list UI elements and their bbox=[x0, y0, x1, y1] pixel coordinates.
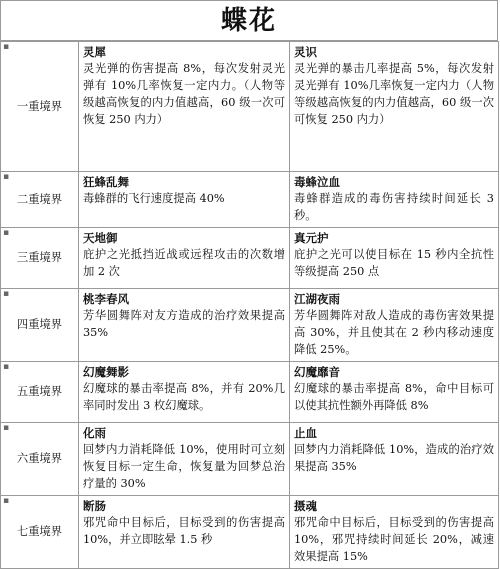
cell-marker: ▪ bbox=[3, 496, 10, 506]
skill-description: 邪咒命中目标后，目标受到的伤害提高 10%，邪咒持续时间延长 20%，减速效果提高 15% bbox=[294, 516, 494, 563]
cell-marker: ▪ bbox=[3, 289, 10, 299]
realm-cell bbox=[1, 496, 79, 569]
skill-cell-left bbox=[79, 362, 290, 423]
realm-label: 四重境界 bbox=[16, 318, 63, 331]
table-row bbox=[1, 496, 499, 569]
realm-label: 一重境界 bbox=[16, 99, 63, 113]
skill-description: 芳华圆舞阵对敌人造成的毒伤害效果提高 30%，并且使其在 2 秒内移动速度降低 25%。 bbox=[294, 309, 494, 356]
skill-cell-right bbox=[290, 496, 499, 569]
skill-cell-left bbox=[79, 172, 290, 228]
realm-cell bbox=[1, 172, 79, 228]
skill-cell-left bbox=[79, 228, 290, 289]
skill-name: 止血 bbox=[294, 426, 317, 440]
skill-name: 化雨 bbox=[83, 426, 106, 440]
realm-label: 五重境界 bbox=[16, 385, 63, 398]
skill-name: 狂蜂乱舞 bbox=[83, 175, 129, 189]
cell-marker: ▪ bbox=[3, 228, 10, 238]
skill-description: 幻魔球的暴击率提高 8%，命中目标可以使其抗性额外再降低 8% bbox=[294, 382, 494, 412]
realm-label: 七重境界 bbox=[16, 525, 63, 538]
skill-description: 幻魔球的暴击率提高 8%，并有 20%几率同时发出 3 枚幻魔球。 bbox=[83, 382, 285, 412]
skill-cell-right bbox=[290, 172, 499, 228]
table-row bbox=[1, 423, 499, 496]
skill-name: 真元护 bbox=[294, 231, 329, 245]
realm-label: 六重境界 bbox=[16, 452, 63, 465]
table-row bbox=[1, 42, 499, 172]
skill-description: 回梦内力消耗降低 10%，使用时可立刻恢复目标一定生命，恢复量为回梦总治疗量的 30% bbox=[83, 443, 285, 490]
realm-cell bbox=[1, 42, 79, 172]
table-row bbox=[1, 362, 499, 423]
skill-name: 幻魔舞影 bbox=[83, 365, 129, 379]
table-row bbox=[1, 289, 499, 362]
skill-name: 天地御 bbox=[83, 231, 118, 245]
skill-name: 毒蜂泣血 bbox=[294, 175, 340, 189]
cell-marker: ▪ bbox=[3, 42, 10, 52]
skill-description: 庇护之光可以使目标在 15 秒内全抗性等级提高 250 点 bbox=[294, 248, 494, 278]
skill-name: 摄魂 bbox=[294, 499, 317, 513]
skill-description: 庇护之光抵挡近战或远程攻击的次数增加 2 次 bbox=[83, 248, 285, 278]
realm-label: 二重境界 bbox=[16, 192, 63, 206]
skill-name: 桃李春风 bbox=[83, 292, 129, 306]
skill-description: 灵光弹的暴击几率提高 5%，每次发射灵光弹有 10%几率恢复一定内力（人物等级越高恢复的内力值越高，60 级一次可恢复 250 内力） bbox=[294, 62, 494, 126]
skill-table bbox=[0, 41, 499, 569]
skill-cell-right bbox=[290, 228, 499, 289]
realm-cell bbox=[1, 289, 79, 362]
skill-name: 断肠 bbox=[83, 499, 106, 513]
cell-marker: ▪ bbox=[3, 362, 10, 372]
skill-name: 幻魔靡音 bbox=[294, 365, 340, 379]
realm-label: 三重境界 bbox=[16, 251, 63, 264]
skill-description: 灵光弹的伤害提高 8%，每次发射灵光弹有 10%几率恢复一定内力。（人物等级越高恢复的内力值越高，60 级一次可恢复 250 内力） bbox=[83, 62, 285, 126]
skill-cell-left bbox=[79, 423, 290, 496]
skill-cell-left bbox=[79, 42, 290, 172]
skill-name: 灵犀 bbox=[83, 45, 106, 59]
skill-description: 回梦内力消耗降低 10%，造成的治疗效果提高 35% bbox=[294, 443, 494, 473]
skill-name: 江湖夜雨 bbox=[294, 292, 340, 306]
skill-description: 毒蜂群的飞行速度提高 40% bbox=[83, 192, 225, 205]
skill-description: 邪咒命中目标后，目标受到的伤害提高 10%，并立即眩晕 1.5 秒 bbox=[83, 516, 285, 546]
skill-name: 灵识 bbox=[294, 45, 317, 59]
cell-marker: ▪ bbox=[3, 423, 10, 433]
skill-cell-right bbox=[290, 362, 499, 423]
skill-cell-right bbox=[290, 289, 499, 362]
skill-cell-right bbox=[290, 42, 499, 172]
skill-description: 芳华圆舞阵对友方造成的治疗效果提高 35% bbox=[83, 309, 285, 339]
realm-cell bbox=[1, 228, 79, 289]
skill-cell-left bbox=[79, 289, 290, 362]
realm-cell bbox=[1, 423, 79, 496]
skill-description: 毒蜂群造成的毒伤害持续时间延长 3 秒。 bbox=[294, 192, 494, 222]
table-row bbox=[1, 228, 499, 289]
page-title: 蝶花 bbox=[0, 0, 498, 41]
skill-cell-left bbox=[79, 496, 290, 569]
cell-marker: ▪ bbox=[3, 172, 10, 182]
table-row bbox=[1, 172, 499, 228]
skill-cell-right bbox=[290, 423, 499, 496]
realm-cell bbox=[1, 362, 79, 423]
